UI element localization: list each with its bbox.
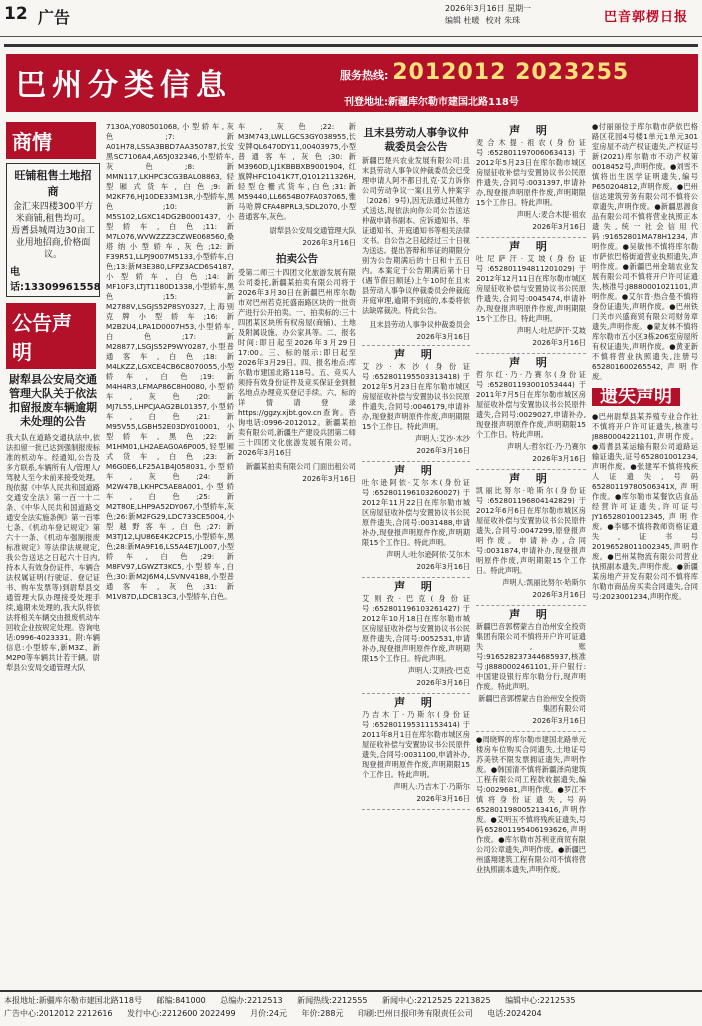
- statement-date: 2026年3月16日: [532, 454, 586, 463]
- statement-sign: 声明人:吐尼萨汗·艾坡: [516, 326, 586, 335]
- statement-title: 声 明: [509, 240, 553, 253]
- statement-body: 艾则孜·巴克(身份证号:652801196103261427)于2012年10月18日在库尔勒市城区房屋征收补偿与安置协议书公民原件遗失,合同号:0052531,申请补办,现登报声明原件作废,声明期限15个工作日。特此声明。: [362, 594, 470, 663]
- arbitration-column: [362, 122, 470, 954]
- business-tag: 商情: [6, 122, 96, 159]
- statement: [476, 358, 586, 470]
- statement-sign: 新疆巴音郭楞蒙古自治州安全投资集团有限公司: [478, 694, 586, 713]
- footer-newscenter: 新闻中心:2212525 2213825: [382, 996, 491, 1005]
- statement-title: 声 明: [509, 356, 553, 369]
- police-notice-body: 我大队在道路交通执法中,依法扣留一批已达到强制报废标准的机动车。经通知,公告及多方联系,车辆所有人/管理人/驾驶人至今未前来接受处理。现依据《中华人民共和国道路交通安全法》第一百一十二条、《中华人民共和国道路交通安全法实施条例》第一百零七条、《机动车登记规定》第六十一条、《机动车强制报废标准规定》等法律法规规定,我公告送达之日起六十日内,持本人有效身份证件、车辆合法权属证明(行驶证、登记证书、购车发票等)到尉犁县交通管理大队办理接受处理手续,逾期未处理的,我大队将依法将相关车辆交由报废机动车回收企业按规定处理。咨询电话:0996-4023331。附:车辆信息:小型轿车,新M3Z、新M2P0等车辆共计若干辆。尉犁县公安局交通管理大队: [6, 433, 100, 672]
- auction-column: [238, 122, 356, 954]
- statement-body: 乃吉木丁·乃斯尔(身份证号:652801195311153414)于2011年8月1日在库尔勒市城区房屋征收补偿与安置协议书公民原件遗失,合同号:0031100,申请补办,现登报声明原件作废,声明期限15个工作日。特此声明。: [362, 710, 470, 779]
- footer-office: 总编办:2212513: [220, 996, 283, 1005]
- police-sign: 尉犁县公安局交通管理大队: [269, 226, 356, 235]
- statement-date: 2026年3月16日: [416, 678, 470, 687]
- auction-body: 受第二师三十四团文化旅游发展有限公司委托,新疆某拍卖有限公司将于2026年3月30日在新疆巴州库尔勒市对巴州若克托盛南路区块的一批资产进行公开拍卖。一、拍卖标的:三十四团某区块所有权房屋(商铺)、土地及附属设施、办公家具等。二、报名时间:即日起至2026年3月29日17:00。三、标的展示:即日起至2026年3月29日。四、报名地点:库尔勒市建国北路118号。五、竞买人须持有效身份证件及竞买保证金到报名地点办理竞买登记手续。六、标的详情请登录https://ggzy.xjbt.gov.cn查询。咨询电话:0996-2012012。新疆某拍卖有限公司,新疆生产建设兵团第二师三十四团文化旅游发展有限公司。2026年3月16日: [238, 268, 356, 457]
- statement-sign: 声明人:艾沙·木沙: [414, 434, 470, 443]
- page-section: 广告: [38, 8, 71, 27]
- statement-body: 吐尼萨汗·艾坡(身份证号:652801194811201029)于2012年12月11日在库尔勒市城区房屋征收补偿与安置协议书公民原件遗失,合同号:0045474,申请补办,现登报声明原件作废,声明期限15个工作日。特此声明。: [476, 254, 586, 323]
- auction-date: 2026年3月16日: [302, 474, 356, 483]
- auction-sign: 新疆某拍卖有限公司 门面出租公司: [245, 462, 356, 471]
- footer-print-tel: 电话:2024204: [487, 1009, 542, 1018]
- editor: 编辑 杜暖: [445, 16, 480, 25]
- footer-circulation: 发行中心:2212600 2022499: [127, 1009, 236, 1018]
- footer-month-price: 月价:24元: [250, 1009, 287, 1018]
- vehicle-list-column: 7130A,Y080501068,小型轿车,灰色;7:新A01H78,LSSA3BBD7AA350787,长安黑SC7106A4,A65J032346,小型轿车,灰色;8:新MMN117,LKHPC3CG3BAL08863,轻型厢式货车,白色;9:新M2KF76,HJ10DE33M13R,小型轿车,黑色;10:新M5S102,LGXC14DG2B0001437,小型轿车,白色;11:新M7L076,WVWZZZ3CZWE068560,桑塔纳小型轿车,灰色;12:新F39R51,LLPJ9007M5133,小型轿车,白色;13:新M3E380,LFPZ3ACD6S4187,小型轿车,白色;14:新MF10F3,LTJT1180D1338,小型轿车,黑色;15:新M2788V,LSGJS52P8SY0327,上海别克牌小型轿车;16:新M2B2U4,LPA1D0007H53,小型轿车,白色;17:新M28877,LSGJS52P9WY0287,小型普通客车,白色;18:新M4LKZZ,LGXCE4CB6C8070055,小型轿车,白色;19:新M4H4R3,LFMAP86C8H0080,小型轿车,灰色;20:新MJ7L55,LHPCJAAG2BL01357,小型轿车,白色;21:新M95V55,LGBH52E03DY010001,小型轿车,黑色;22:新M1HM01,LH2AEAG0A6P005,轻型厢式货车,白色;23:新M6G0E6,LF25A1B4J058031,小型轿车,灰色;24:新M2W47B,LKHPC5AE8A001,小型轿车,白色;25:新M2T80E,LHP9A52DY067,小型轿车,灰色;26:新M2FG29,LDC733CE5004,小型越野客车,白色;27:新M3TJ12,LJU86E4K2CP15,小型轿车,黑色;28:新MA9F16,LS5A4E7JL007,小型轿车,白色;29:新M8FV97,LGWZT3KC5,小型轿车,白色;30:新M2J6M4,LSVNV4188,小型普通客车,灰色;31:新M1V87D,LDC813C3,小型轿车,白色。: [106, 122, 234, 601]
- loss-column: [592, 122, 698, 954]
- statement: [476, 242, 586, 354]
- arbitration-sign: 且末县劳动人事争议仲裁委员会: [369, 320, 470, 329]
- statement-body: 艾沙·木沙(身份证号:652801195503313418)于2012年5月23日在库尔勒市城区房屋征收补偿与安置协议书公民原件遗失,合同号:0046179,申请补办,现登报声明原件作废,声明期限15个工作日。特此声明。: [362, 362, 470, 431]
- statement: [362, 582, 470, 694]
- arbitration-body: 新疆巴楚兴农业发展有限公司:且末县劳动人事争议仲裁委员会已受理申请人阿不都日扎克·艾力诉你公司劳动争议一案(且劳人仲案字〔2026〕9号),因无法通过其他方式送达,现依法向你公司公告送达仲裁申请书副本、应诉通知书、举证通知书、开庭通知书等相关法律文书。自公告之日起经过三十日视为送达。提出答辩和举证的期限分别为公告期满后的十日和十五日内。本案定于公告期满后第十日(遇节假日顺延)上午10时在且末县劳动人事争议仲裁委员会仲裁庭开庭审理,逾期不到庭的,本委将依法缺席裁决。特此公告。: [362, 156, 470, 315]
- footer-ad: 广告中心:2012012 2212616: [4, 1009, 113, 1018]
- statement: [476, 126, 586, 238]
- newspaper-logo: 巴音郭楞日报: [604, 10, 689, 25]
- statement-body: 新疆巴音郭楞蒙古自治州安全投资集团有限公司不慎将开户许可证遗失,账号:916528237344685937,核准号:J8880002461101,开户银行:中国建设银行库尔勒分行,现声明作废。特此声明。: [476, 622, 586, 691]
- banner-title: 巴州分类信息: [16, 68, 232, 103]
- loss-notices: ●周晓辉的库尔勒市建国北路单元楼房车位购买合同遗失,土地证号苏美铁不限发票拥证遗失,声明作废。●韩国清不慎将新疆泽尚建筑工程有限公司工程款收据遗失,编号:0029681,声明作废。●罗江不慎将身份证遗失,号码652801198005213416,声明作废。●艾明玉不慎将残疾证遗失,号码652801195406193626,声明作废。●库尔勒市苏利亚商贸有限公司公章遗失,声明作废。●新疆巴州盛翔建筑工程有限公司不慎将营业执照副本遗失,声明作废。: [476, 735, 586, 874]
- statement-date: 2026年3月16日: [532, 590, 586, 599]
- statement-date: 2026年3月16日: [532, 222, 586, 231]
- auction-title: 拍卖公告: [276, 253, 318, 265]
- statement: [476, 610, 586, 732]
- proofreader: 校对 朱珠: [485, 16, 521, 25]
- shop-ad-text1: 金汇来四楼300平方米商铺,租售均可。: [12, 202, 94, 224]
- statement-sign: 声明人:哲尔红·乃·乃赛尔: [507, 442, 586, 451]
- statement: [362, 698, 470, 810]
- notice-tag: 公告声明: [6, 303, 96, 369]
- issue-date: 2026年3月16日 星期一: [445, 4, 532, 13]
- statement-title: 声 明: [394, 464, 438, 477]
- arbitration-date: 2026年3月16日: [362, 332, 470, 346]
- shop-ad-text2: 焉耆县城周边30亩工业用地招商,价格面议。: [11, 226, 95, 260]
- statement-body: 麦合木提·祖农(身份证号:652801197006063413)于2012年5月23日在库尔勒市城区房屋征收补偿与安置协议书公民原件遗失,合同号:0031397,申请补办,现登报声明原件作废,声明期限15个工作日。特此声明。: [476, 138, 586, 207]
- top-rule: [4, 44, 698, 47]
- statement-date: 2026年3月16日: [416, 794, 470, 803]
- statement-date: 2026年3月16日: [532, 338, 586, 347]
- shop-ad-title: 旺铺租售土地招商: [14, 169, 92, 198]
- shop-ad: [6, 163, 100, 297]
- page-header: [0, 0, 702, 37]
- police-date: 2026年3月16日: [302, 238, 356, 247]
- shop-ad-phone: 电话:13309961558: [10, 267, 101, 293]
- left-column: [6, 122, 100, 954]
- statement-body: 哲尔红·乃·乃赛尔(身份证号:652801193001053444)于2011年7月5日在库尔勒市城区房屋征收补偿与安置协议书公民原件遗失,合同号:0029027,申请补办,现登报声明原件作废,声明期限15个工作日。特此声明。: [476, 370, 586, 439]
- statement-body: 吐尔逊阿依·艾尔木(身份证号:652801196103260027)于2012年11月22日在库尔勒市城区房屋征收补偿与安置协议书公民原件遗失,合同号:0031488,申请补办,现登报声明原件作废,声明期限15个工作日。特此声明。: [362, 478, 470, 547]
- statement-title: 声 明: [509, 124, 553, 137]
- loss-tag: 遗失声明: [592, 388, 680, 406]
- statement: [362, 466, 470, 578]
- statement-sign: 声明人:吐尔逊阿依·艾尔木: [386, 550, 470, 559]
- statement-sign: 声明人:麦合木提·祖农: [516, 210, 586, 219]
- footer-year-price: 年价:288元: [301, 1009, 344, 1018]
- statement-title: 声 明: [509, 608, 553, 621]
- statement-title: 声 明: [394, 348, 438, 361]
- banner-address: 刊登地址:新疆库尔勒市建国北路118号: [344, 97, 519, 108]
- statement-date: 2026年3月16日: [416, 562, 470, 571]
- statement-title: 声 明: [509, 472, 553, 485]
- statement: [476, 474, 586, 606]
- statement-sign: 声明人:艾则孜·巴克: [407, 666, 470, 675]
- footer-address: 本报地址:新疆库尔勒市建国北路118号: [4, 996, 142, 1005]
- statement-body: 凯丽比努尔·哈斯尔(身份证号:652801196804142829)于2012年6月6日在库尔勒市城区房屋征收补偿与安置协议书公民原件遗失,合同号:0047299,原登报声明作废。申请补办,合同号:0031874,申请补办,现登报声明原件作废,声明期限15个工作日。特此声明。: [476, 486, 586, 575]
- statement: [362, 350, 470, 462]
- classified-banner: [6, 54, 698, 112]
- page-number: 12: [4, 4, 28, 24]
- statement-title: 声 明: [394, 580, 438, 593]
- header-meta: [445, 3, 595, 27]
- statement-sign: 声明人:乃吉木丁·乃斯尔: [393, 782, 470, 791]
- arbitration-title: 且末县劳动人事争议仲裁委员会公告: [363, 127, 469, 153]
- hotline-number: 2012012 2023255: [392, 60, 630, 85]
- footer-news: 新闻热线:2212555: [297, 996, 368, 1005]
- statement-column: [476, 122, 586, 954]
- statement-date: 2026年3月16日: [416, 446, 470, 455]
- statement-sign: 声明人:凯丽比努尔·哈斯尔: [502, 578, 586, 587]
- loss-notices-bottom: ●巴州尉犁县某养殖专业合作社不慎将开户许可证遗失,核准号J8880004221101,声明作废。●焉耆县某运输有限公司道路运输证遗失,证号652801001234,声明作废。●张建军不慎将残疾人证遗失,号码65280119780506341X,声明作废。●库尔勒市某餐饮店食品经营许可证遗失,许可证号JY16528010012345,声明作废。●李娜不慎将教师资格证遗失,证书号20196528011002345,声明作废。●巴州某物流有限公司营业执照副本遗失,声明作废。●新疆某房地产开发有限公司不慎将库尔勒市商品房买卖合同遗失,合同号:2023001234,声明作废。: [592, 412, 698, 601]
- footer-postcode: 邮编:841000: [156, 996, 206, 1005]
- loss-notices-top: ●付丽丽位于库尔勒市萨依巴格路区花园4号楼1单元1单元301室房屋不动产权证遗失,产权证号新(2021)库尔勒市不动产权第0018452号,声明作废。●刘雪不慎将出生医学证明遗失,编号P650204812,声明作废。●巴州信达建筑劳务有限公司不慎将公章遗失,声明作废。●新疆思源食品有限公司不慎将营业执照正本遗失,统一社会信用代码:91652801MA78H1234,声明作废。●吴敏伟不慎将库尔勒市萨依巴格街道营业执照遗失,声明作废。●新疆巴州金瑞农业发展有限公司不慎将开户许可证遗失,核准号:J8880001021101,声明作废。●艾尔肯·热合曼不慎将身份证遗失,声明作废。●巴州铁门关市兴盛商贸有限公司财务章遗失,声明作废。●蒙友林不慎将库尔勒市五小区3栋206室房屋所有权证遗失,声明作废。●黄亚新不慎将营业执照遗失,注册号652801600265542,声明作废。: [592, 122, 698, 381]
- vehicle-list-end: 车,灰色;22:新M3M743,LWLLGCS3GY038955,长安牌QL6470DY11,00403975,小型普通客车,灰色;30:新M3960D,LJ1KBBBXB9001904,红旗牌HFC1041K7T,Q101211326H,轻型仓栅式货车,白色;31:新M59440,LL6654B07FA037065,雅马哈牌CFA48PRL3,SDL2070,小型普通客车,灰色。: [238, 122, 356, 221]
- footer-printer: 印刷:巴州日报印务有限责任公司: [358, 1009, 473, 1018]
- statement-title: 声 明: [394, 696, 438, 709]
- page-footer: [0, 990, 702, 1026]
- hotline: 服务热线: 2012012 2023255: [340, 60, 630, 85]
- statement-date: 2026年3月16日: [532, 716, 586, 725]
- footer-edit: 编辑中心:2212535: [505, 996, 576, 1005]
- police-notice-title: 尉犁县公安局交通管理大队关于依法扣留报废车辆逾期未处理的公告: [9, 373, 97, 428]
